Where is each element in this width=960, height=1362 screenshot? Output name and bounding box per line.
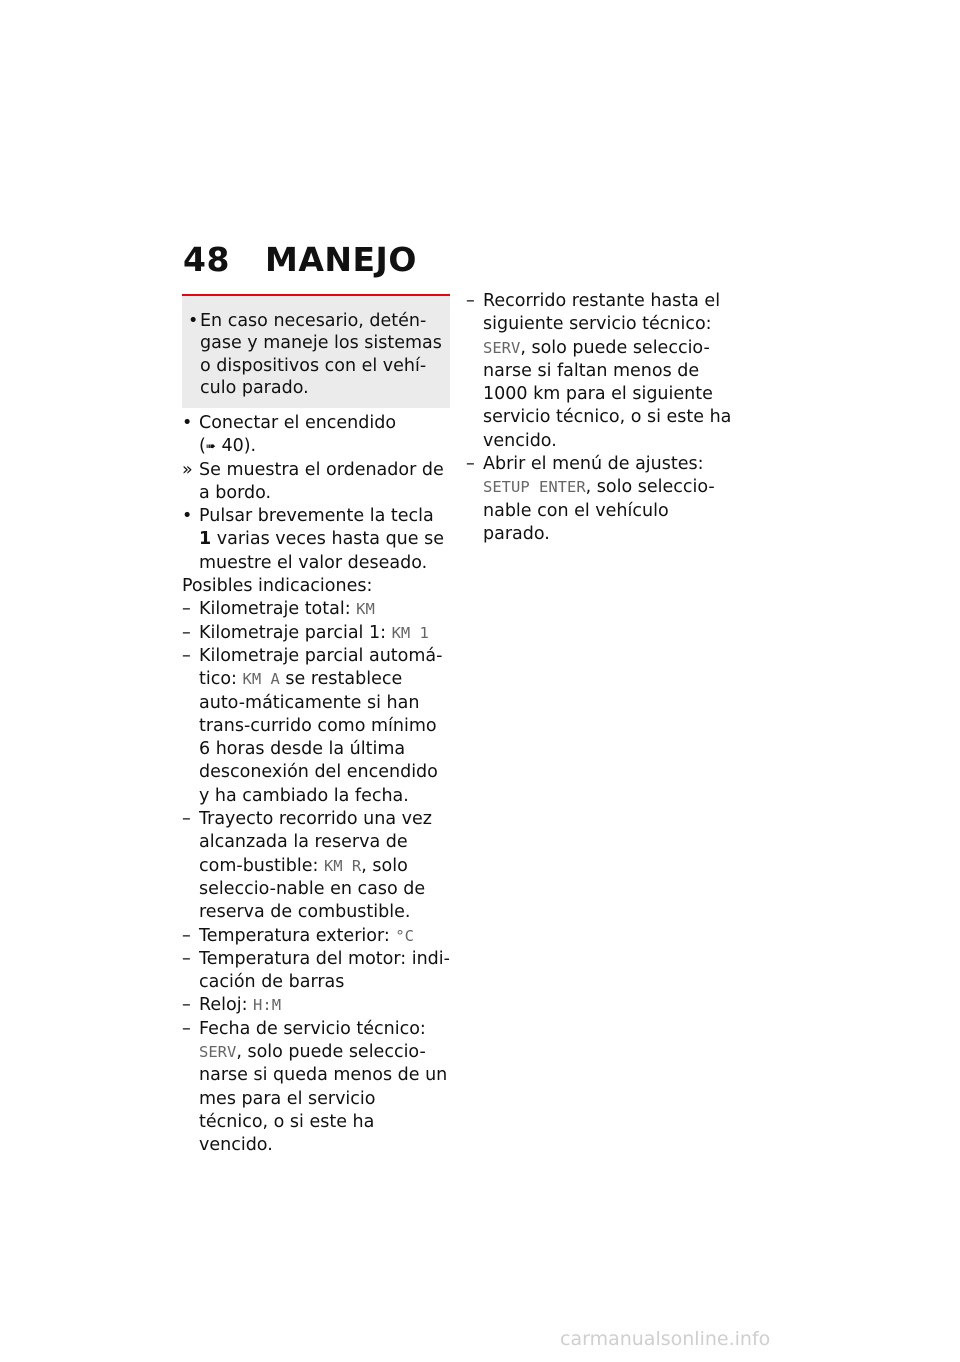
step-text: Conectar el encendido [199, 413, 397, 433]
item-text: Recorrido restante hasta el siguiente servicio técnico: [483, 291, 721, 335]
right-column [466, 290, 732, 546]
dash-marker: – [182, 809, 191, 830]
item-text: , solo puede seleccio-narse si queda menos de un mes para el servicio técnico, o si este ha vencido. [199, 1042, 448, 1156]
note-box [182, 296, 450, 408]
bullet-marker: • [188, 311, 199, 331]
dash-marker: – [466, 291, 475, 311]
dash-marker: – [466, 454, 475, 475]
item-text: , solo seleccio-nable en caso de reserva de combustible. [199, 855, 426, 923]
display-code: KM R [323, 856, 362, 875]
display-code: SERV [483, 338, 521, 357]
list-item [182, 948, 450, 995]
display-code: KM [356, 600, 375, 619]
list-item [182, 994, 450, 1017]
display-code: H:M [253, 996, 282, 1015]
dash-marker: – [182, 925, 191, 946]
display-code: SETUP ENTER [483, 478, 586, 497]
list-item [182, 925, 450, 948]
display-code: °C [395, 926, 414, 945]
dash-marker: – [182, 622, 191, 643]
list-item [182, 645, 450, 808]
display-code: KM 1 [391, 623, 429, 642]
display-code: SERV [199, 1043, 237, 1062]
list-item [182, 622, 450, 645]
step-marker: • [182, 506, 193, 527]
item-text: Abrir el menú de ajustes: [483, 454, 704, 475]
page-ref-number[interactable]: 40). [215, 436, 257, 457]
list-item [182, 1018, 450, 1158]
page-number: 48 [183, 240, 230, 279]
item-text: , solo seleccio-nable con el vehículo parado. [483, 477, 715, 544]
result-text: Se muestra el ordenador de a bordo. [199, 459, 444, 503]
item-text: Reloj: [199, 995, 254, 1016]
note-item [188, 310, 452, 400]
step-marker: • [182, 413, 193, 433]
list-item [466, 290, 732, 453]
item-text: se restablece auto-máticamente si han trans-currido como mínimo 6 horas desde la última desconexión del encendido y ha cambiado la fecha. [199, 669, 438, 806]
step-item [182, 505, 450, 575]
dash-marker: – [182, 948, 191, 969]
step-item [182, 412, 450, 459]
page-ref-open: ( [199, 436, 206, 457]
item-text: , solo puede seleccio-narse si faltan menos de 1000 km para el siguiente servicio técnico, o si este ha vencido. [483, 337, 732, 451]
display-code: KM A [242, 670, 280, 689]
dash-marker: – [182, 599, 191, 620]
item-text: Kilometraje total: [199, 599, 357, 620]
list-item [182, 808, 450, 924]
result-marker: » [182, 459, 193, 480]
list-item [466, 453, 732, 546]
note-text: En caso necesario, detén-gase y maneje los sistemas o dispositivos con el vehí-culo parado. [200, 311, 442, 399]
list-item [182, 598, 450, 621]
item-text: Kilometraje parcial automá-tico: [199, 645, 443, 690]
key-label: 1 [199, 529, 212, 550]
arrow-right-icon: ➠ [205, 439, 216, 454]
step-text: varias veces hasta que se muestre el valor deseado. [199, 529, 444, 573]
watermark-text: carmanualsonline.info [560, 1328, 771, 1350]
page-title: MANEJO [265, 240, 417, 279]
result-item [182, 459, 450, 506]
dash-marker: – [182, 645, 191, 666]
page-header [183, 240, 417, 280]
item-text: Trayecto recorrido una vez alcanzada la reserva de com-bustible: [199, 809, 432, 876]
dash-marker: – [182, 1018, 191, 1039]
item-text: Kilometraje parcial 1: [199, 622, 392, 643]
left-column [182, 412, 450, 1158]
item-text: Fecha de servicio técnico: [199, 1018, 426, 1039]
step-text: Pulsar brevemente la tecla [199, 506, 434, 527]
dash-marker: – [182, 995, 191, 1016]
item-text: Temperatura del motor: indi-cación de barras [199, 948, 450, 993]
item-text: Temperatura exterior: [199, 925, 396, 946]
list-intro: Posibles indicaciones: [182, 576, 373, 597]
